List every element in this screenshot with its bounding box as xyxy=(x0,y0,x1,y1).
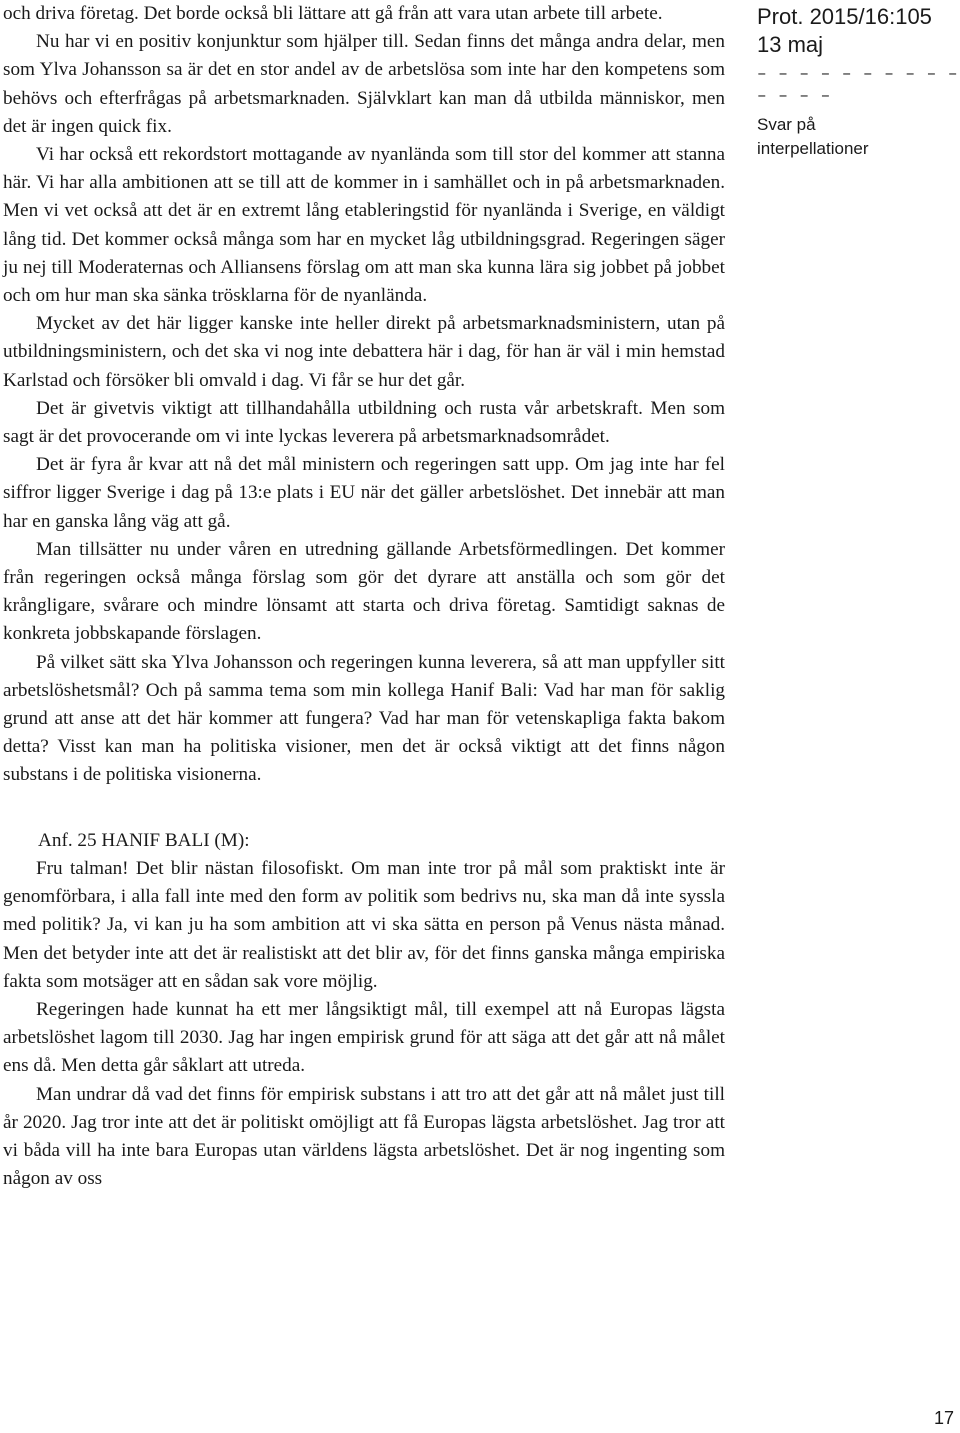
protocol-date: 13 maj xyxy=(757,32,824,57)
section-gap xyxy=(3,790,725,827)
topic-line-1: Svar på xyxy=(757,115,816,134)
paragraph-1: och driva företag. Det borde också bli lättare att gå från att vara utan arbete till arbete. xyxy=(3,3,663,24)
paragraph-9: Fru talman! Det blir nästan filosofiskt. Om man inte tror på mål som praktiskt inte är genomförbara, i alla fall inte med den form av politik som bedrivs nu, ska man då inte syssla med politik? Ja, vi kan ju ha som ambition att vi ska sätta en person på Venus nästa månad. Men det betyder inte att det är realistiskt att det blir av, för det finns ganska många empiriska fakta som motsäger att en sådan sak vore möjlig. xyxy=(3,857,725,992)
page-number: 17 xyxy=(934,1408,955,1428)
margin-separator: – – – – – – – – – – – – – – xyxy=(757,65,959,105)
paragraph-3: Vi har också ett rekordstort mottagande av nyanlända som till stor del kommer att stanna här. Vi har alla ambitionen att se till att de kommer in i samhället och in på arbetsmarknaden. Men vi vet också att det är en extremt lång etableringstid för nyanlända i Sverige, en väldigt lång tid. Det kommer också många som har en mycket låg utbildningsgrad. Regeringen säger ju nej till Moderaternas och Alliansens förslag om att man ska kunna lära sig jobbet på jobbet och om hur man ska sänka trösklarna för de nyanlända. xyxy=(3,144,725,307)
paragraph-11: Man undrar då vad det finns för empirisk substans i att tro att det går att nå målet just till år 2020. Jag tror inte att det är politiskt omöjligt att få Europas lägsta arbetslöshet. Jag tror att vi båda vill ha inte bara Europas utan världens lägsta arbetslöshet. Det är nog ingenting som någon av oss xyxy=(3,1083,725,1190)
paragraph-4: Mycket av det här ligger kanske inte heller direkt på arbetsmarknadsministern, utan på utbildningsministern, och det ska vi nog inte debattera här i dag, för han är väl i min hemstad Karlstad och försöker bli omvald i dag. Vi får se hur det går. xyxy=(3,313,725,391)
topic-label xyxy=(757,113,960,161)
protocol-body-text xyxy=(3,0,725,1193)
paragraph-7: Man tillsätter nu under våren en utredning gällande Arbetsförmedlingen. Det kommer från regeringen också många förslag som gör det dyrare att anställa och som gör det krångligare, svårare och mindre lönsamt att starta och driva företag. Samtidigt saknas de konkreta jobbskapande förslagen. xyxy=(3,538,725,645)
topic-line-2: interpellationer xyxy=(757,139,869,158)
paragraph-6: Det är fyra år kvar att nå det mål ministern och regeringen satt upp. Om jag inte har fel siffror ligger Sverige i dag på 13:e plats i EU när det gäller arbetslöshet. Det innebär att man har en ganska lång väg att gå. xyxy=(3,454,725,532)
protocol-number: Prot. 2015/16:105 xyxy=(757,4,932,29)
paragraph-5: Det är givetvis viktigt att tillhandahålla utbildning och rusta vår arbetskraft. Men som sagt är det provocerande om vi inte lyckas leverera på arbetsmarknadsområdet. xyxy=(3,397,725,448)
paragraph-8: På vilket sätt ska Ylva Johansson och regeringen kunna leverera, så att man uppfyller sitt arbetslöshetsmål? Och på samma tema som min kollega Hanif Bali: Vad har man för saklig grund att anse att det här kommer att fungera? Vad har man för vetenskapliga fakta bakom detta? Visst kan man ha politiska visioner, men det är också viktigt att det finns någon substans i de politiska visionerna. xyxy=(3,651,725,786)
paragraph-10: Regeringen hade kunnat ha ett mer långsiktigt mål, till exempel att nå Europas lägsta arbetslöshet lagom till 2030. Jag har ingen empirisk grund för att säga att det går att nå målet ens då. Men detta går såklart att utreda. xyxy=(3,998,725,1077)
margin-header xyxy=(757,0,960,161)
speaker-heading: Anf. 25 HANIF BALI (M): xyxy=(38,829,250,851)
paragraph-2: Nu har vi en positiv konjunktur som hjälper till. Sedan finns det många andra delar, men som Ylva Johansson sa är det en stor andel av de arbetslösa som inte har den kompetens som behövs och efterfrågas på arbetsmarknaden. Självklart kan man då utbilda människor, men det är ingen quick fix. xyxy=(3,31,725,137)
